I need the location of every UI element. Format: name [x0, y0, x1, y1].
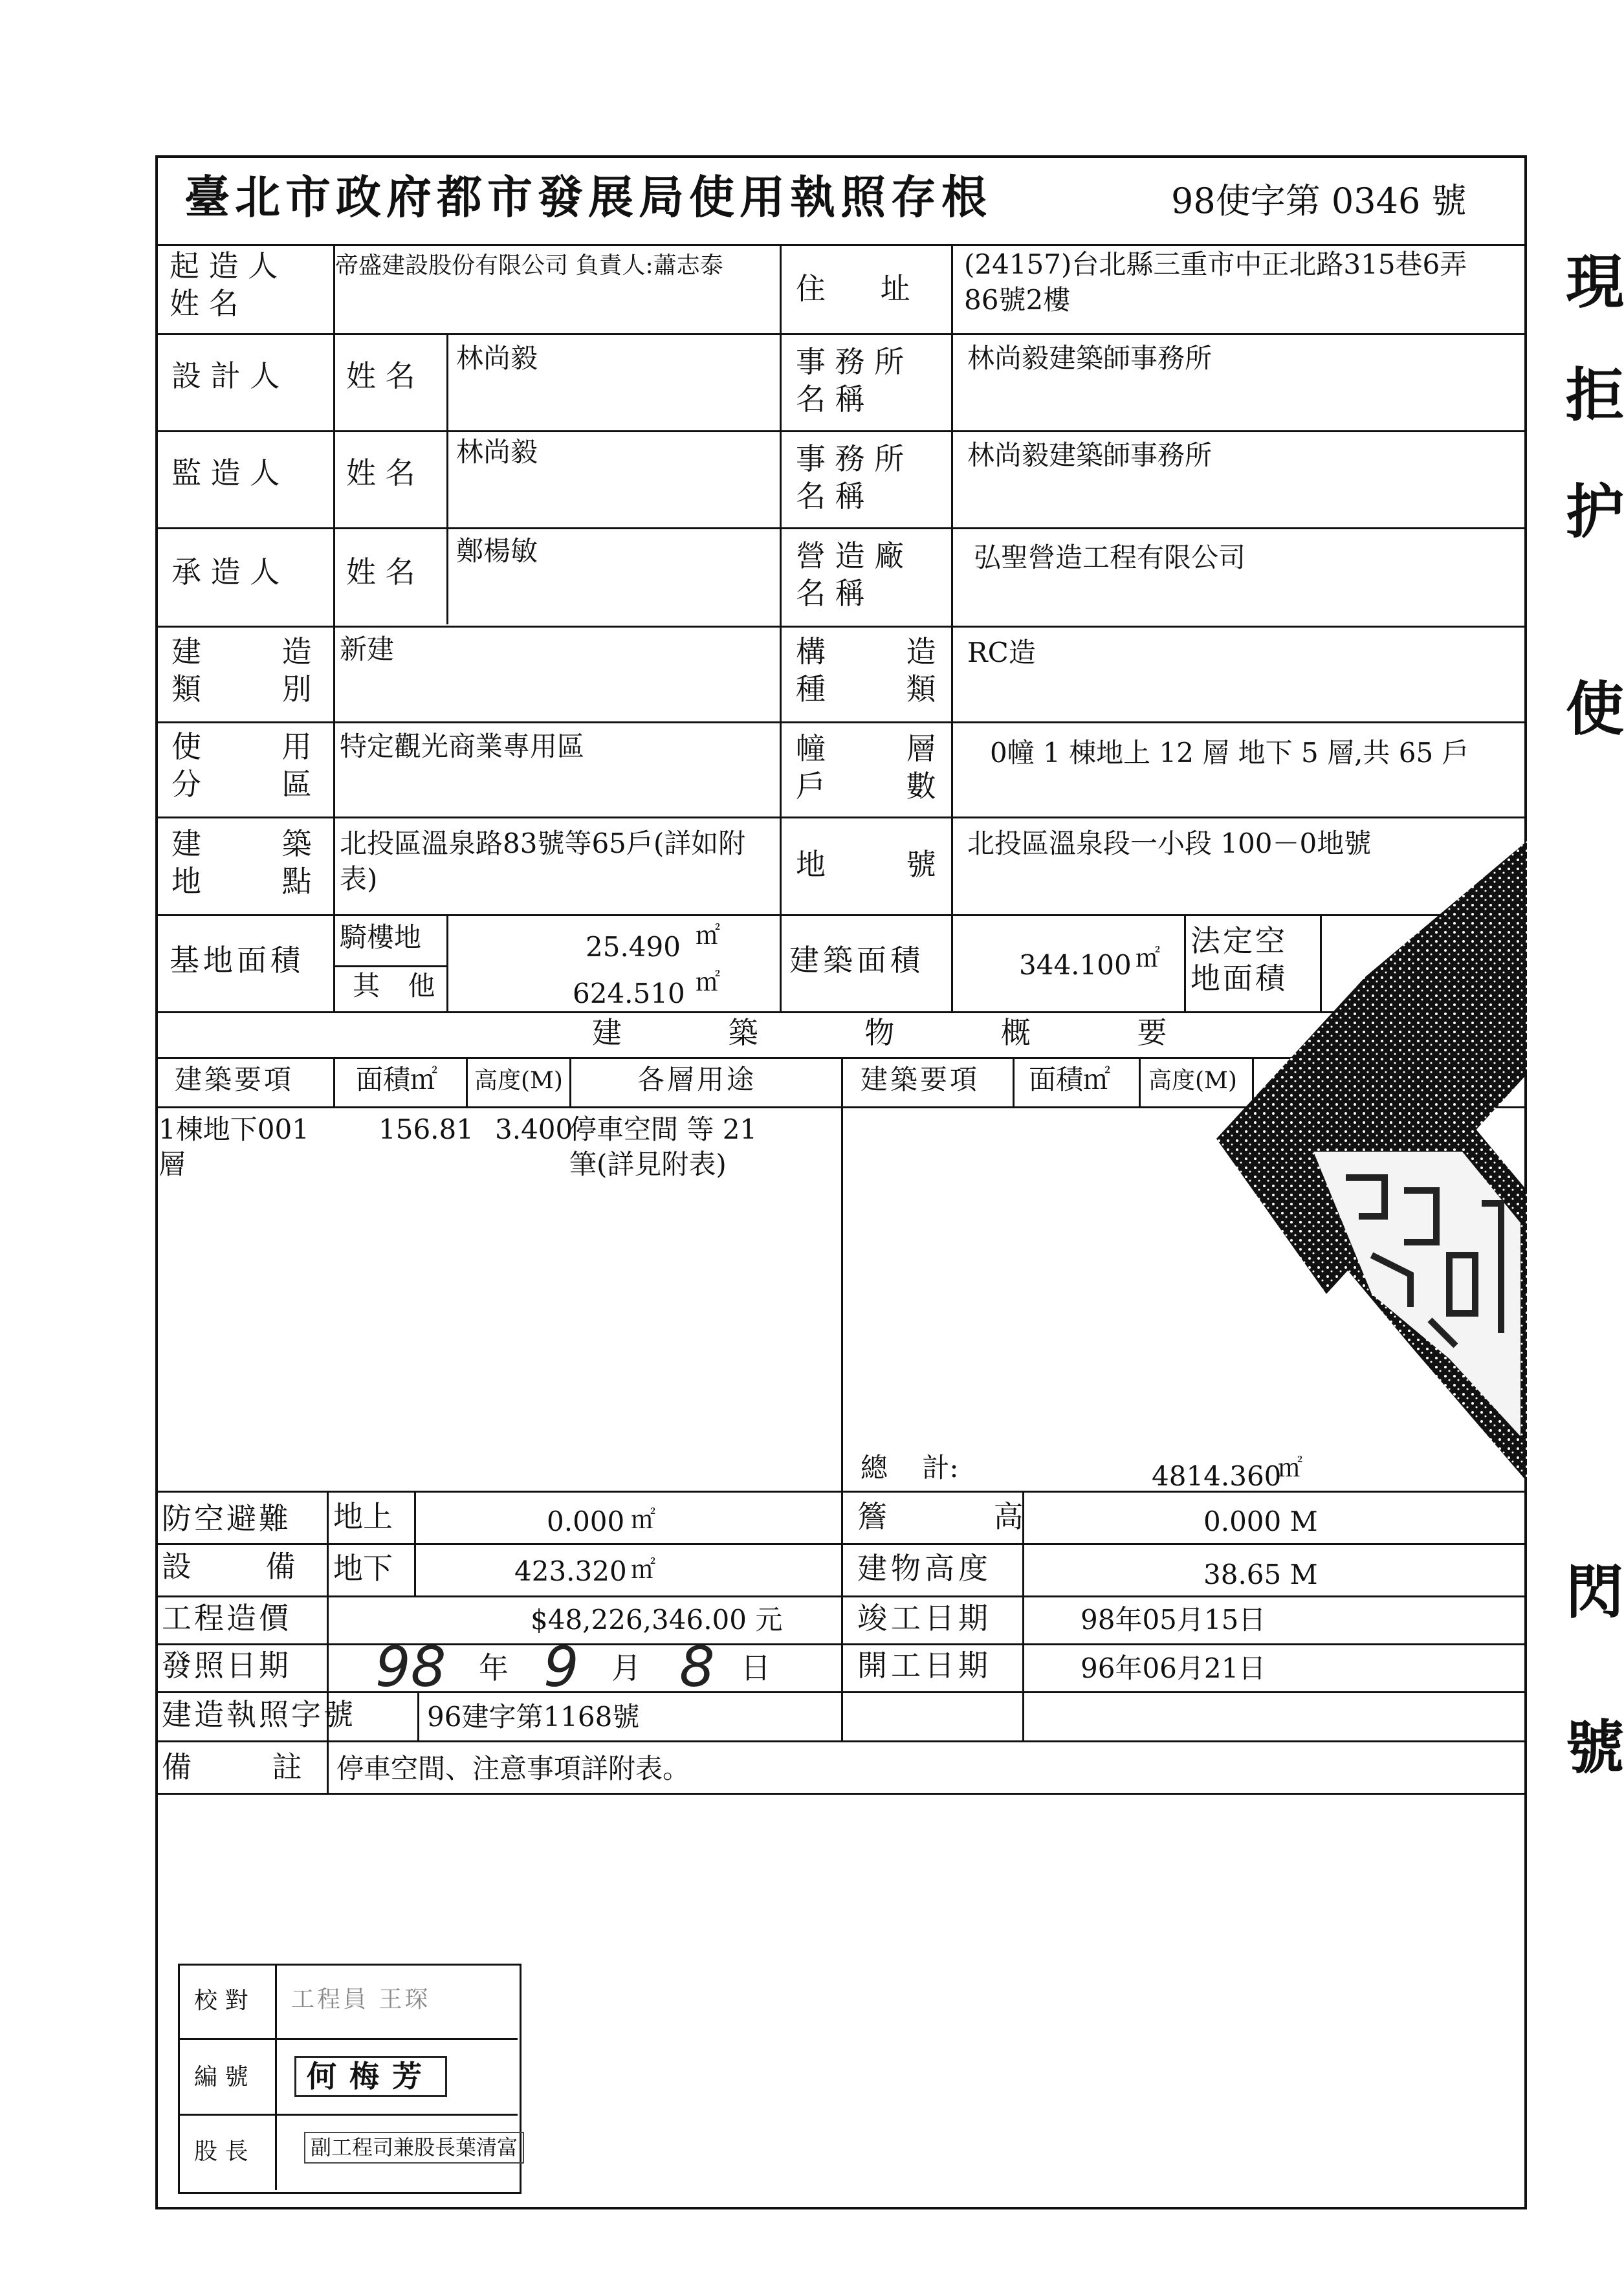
completion-label: 竣工日期	[857, 1601, 992, 1636]
contractor-firm: 弘聖營造工程有限公司	[974, 542, 1246, 573]
rule	[155, 1740, 1527, 1742]
margin-char: 使	[1566, 675, 1624, 743]
arcade-label: 騎樓地	[340, 921, 422, 953]
total-value: 4814.360	[1152, 1460, 1282, 1492]
firm-label: 營 造 廠 名 稱	[796, 538, 905, 611]
location-line1: 北投區溫泉路83號等65戶(詳如附	[340, 828, 746, 859]
col-item-right: 建築要項	[861, 1064, 980, 1095]
rule	[155, 244, 1527, 246]
rule	[333, 244, 335, 1011]
rule	[1013, 1057, 1015, 1106]
name-label: 姓 名	[346, 455, 415, 490]
cost-value: $48,226,346.00 元	[531, 1604, 783, 1636]
summary-row-use: 停車空間 等 21	[569, 1113, 758, 1145]
shelter-below-label: 地下	[333, 1551, 393, 1586]
rule	[1139, 1057, 1141, 1106]
other-value: 624.510	[573, 978, 685, 1009]
arcade-unit: ㎡	[696, 921, 721, 950]
shelter-above-value: 0.000	[547, 1506, 625, 1537]
office-label: 事 務 所 名 稱	[796, 441, 905, 514]
rule	[155, 527, 1527, 529]
designer-role: 設 計 人	[171, 358, 280, 393]
issue-year-unit: 年	[479, 1650, 509, 1685]
construction-permit-label: 建造執照字號	[162, 1697, 356, 1732]
rule	[446, 333, 448, 624]
signoff-label-chief: 股 長	[194, 2138, 248, 2165]
cost-label: 工程造價	[162, 1601, 291, 1636]
rule	[155, 721, 1527, 723]
issue-day-unit: 日	[741, 1650, 771, 1685]
signoff-stamp-proofread: 工程員 王琛	[291, 1986, 431, 2013]
completion-value: 98年05月15日	[1081, 1604, 1266, 1636]
start-date-label: 開工日期	[857, 1648, 992, 1683]
rule	[569, 1057, 571, 1106]
rule	[841, 1057, 843, 1491]
contractor-role: 承 造 人	[171, 554, 280, 589]
supervisor-office: 林尚毅建築師事務所	[967, 439, 1213, 471]
applicant-label: 起 造 人 姓 名	[170, 248, 278, 321]
address-label: 住 址	[796, 271, 910, 306]
signoff-stamp-chief: 副工程司兼股長葉清富	[304, 2132, 524, 2164]
building-area-value: 344.100	[1019, 949, 1132, 981]
summary-row-height: 3.400	[495, 1113, 573, 1145]
designer-office: 林尚毅建築師事務所	[967, 342, 1213, 374]
summary-row-item: 1棟地下001	[159, 1113, 309, 1145]
name-label: 姓 名	[346, 358, 415, 393]
other-unit: ㎡	[696, 968, 721, 996]
rule	[1184, 914, 1186, 1011]
office-label: 事 務 所 名 稱	[796, 344, 905, 417]
arcade-value: 25.490	[586, 931, 681, 963]
lot-label: 地 號	[796, 847, 936, 882]
shelter-above-unit: ㎡	[631, 1506, 656, 1534]
structure-value: RC造	[967, 637, 1036, 668]
permit-number: 98使字第 0346 號	[1171, 181, 1467, 221]
col-height: 高度(M)	[474, 1068, 563, 1094]
designer-name: 林尚毅	[456, 342, 538, 374]
rule	[155, 333, 1527, 335]
eave-label: 簷 高	[857, 1499, 1024, 1534]
name-label: 姓 名	[346, 554, 415, 589]
rule	[414, 1491, 416, 1595]
issue-date-label: 發照日期	[162, 1648, 291, 1683]
address-line2: 86號2樓	[964, 284, 1071, 316]
total-unit: ㎡	[1278, 1454, 1303, 1482]
build-type-label: 建 造 類 別	[171, 634, 312, 707]
signoff-label-number: 編 號	[194, 2064, 248, 2090]
rule	[333, 965, 446, 967]
remarks-value: 停車空間、注意事項詳附表。	[336, 1753, 690, 1784]
rule	[155, 1793, 1527, 1795]
remarks-label: 備 註	[162, 1749, 302, 1784]
building-height-label: 建物高度	[857, 1551, 992, 1586]
building-area-unit: ㎡	[1136, 944, 1161, 972]
col-use: 各層用途	[637, 1064, 757, 1095]
rule	[841, 1491, 843, 1740]
margin-char: 閃	[1566, 1558, 1624, 1627]
shelter-below-unit: ㎡	[631, 1555, 656, 1584]
zoning-label: 使 用 分 區	[171, 729, 312, 802]
structure-label: 構 造 種 類	[796, 634, 936, 707]
location-line2: 表)	[340, 863, 378, 895]
rule	[178, 2114, 518, 2116]
rule	[466, 1057, 468, 1106]
rule	[333, 1057, 335, 1106]
start-date-value: 96年06月21日	[1081, 1652, 1266, 1684]
margin-char: 护	[1566, 477, 1624, 546]
summary-row-area: 156.81	[379, 1113, 474, 1145]
address-line1: (24157)台北縣三重市中正北路315巷6弄	[964, 248, 1467, 280]
building-count-label: 幢 層 戶 數	[796, 731, 936, 804]
lot-value: 北投區溫泉段一小段 100－0地號	[967, 828, 1372, 859]
rule	[275, 1964, 277, 2190]
building-height-value: 38.65 M	[1203, 1559, 1318, 1590]
building-count-value: 0幢 1 棟地上 12 層 地下 5 層,共 65 戶	[990, 737, 1469, 769]
document-title: 臺北市政府都市發展局使用執照存根	[184, 170, 992, 224]
summary-row-use-line2: 筆(詳見附表)	[569, 1148, 727, 1180]
zoning-value: 特定觀光商業專用區	[340, 730, 585, 762]
rule	[155, 430, 1527, 432]
site-area-label: 基地面積	[170, 943, 304, 978]
contractor-name: 鄭楊敏	[456, 535, 538, 567]
issue-month: 9	[543, 1635, 579, 1700]
supervisor-name: 林尚毅	[456, 436, 538, 468]
rule	[446, 914, 448, 1011]
col-height-right: 高度(M)	[1148, 1068, 1237, 1094]
official-seal	[1216, 802, 1527, 1488]
signoff-label-proofread: 校 對	[194, 1988, 248, 2014]
construction-permit-value: 96建字第1168號	[427, 1701, 640, 1733]
build-type-value: 新建	[340, 633, 395, 665]
shelter-above-label: 地上	[333, 1499, 393, 1534]
open-space-label: 法定空 地面積	[1191, 923, 1288, 996]
rule	[327, 1491, 329, 1793]
col-area: 面積㎡	[356, 1064, 438, 1095]
rule	[178, 2038, 518, 2040]
col-area-right: 面積㎡	[1029, 1064, 1111, 1095]
margin-char: 現	[1566, 248, 1624, 316]
total-label: 總 計:	[861, 1452, 959, 1484]
col-item: 建築要項	[175, 1064, 294, 1095]
supervisor-role: 監 造 人	[171, 455, 280, 490]
applicant-name: 帝盛建設股份有限公司 負責人:蕭志泰	[335, 252, 723, 279]
margin-char: 號	[1566, 1713, 1624, 1782]
issue-day: 8	[679, 1635, 715, 1700]
building-area-label: 建築面積	[789, 943, 924, 978]
location-label: 建 築 地 點	[171, 826, 312, 899]
shelter-below-value: 423.320	[514, 1555, 627, 1587]
rule	[951, 244, 953, 1011]
rule	[780, 244, 782, 1011]
issue-year: 98	[375, 1635, 446, 1700]
eave-value: 0.000 M	[1203, 1506, 1318, 1537]
shelter-label: 防空避難 設 備	[162, 1501, 296, 1584]
rule	[155, 626, 1527, 628]
issue-month-unit: 月	[611, 1650, 641, 1685]
other-label: 其 他	[353, 970, 435, 1002]
margin-char: 拒	[1566, 361, 1624, 430]
summary-title: 建 築 物 概 要	[592, 1015, 1167, 1050]
signoff-stamp-number: 何梅芳	[294, 2056, 447, 2097]
summary-row-item-line2: 層	[159, 1148, 186, 1180]
